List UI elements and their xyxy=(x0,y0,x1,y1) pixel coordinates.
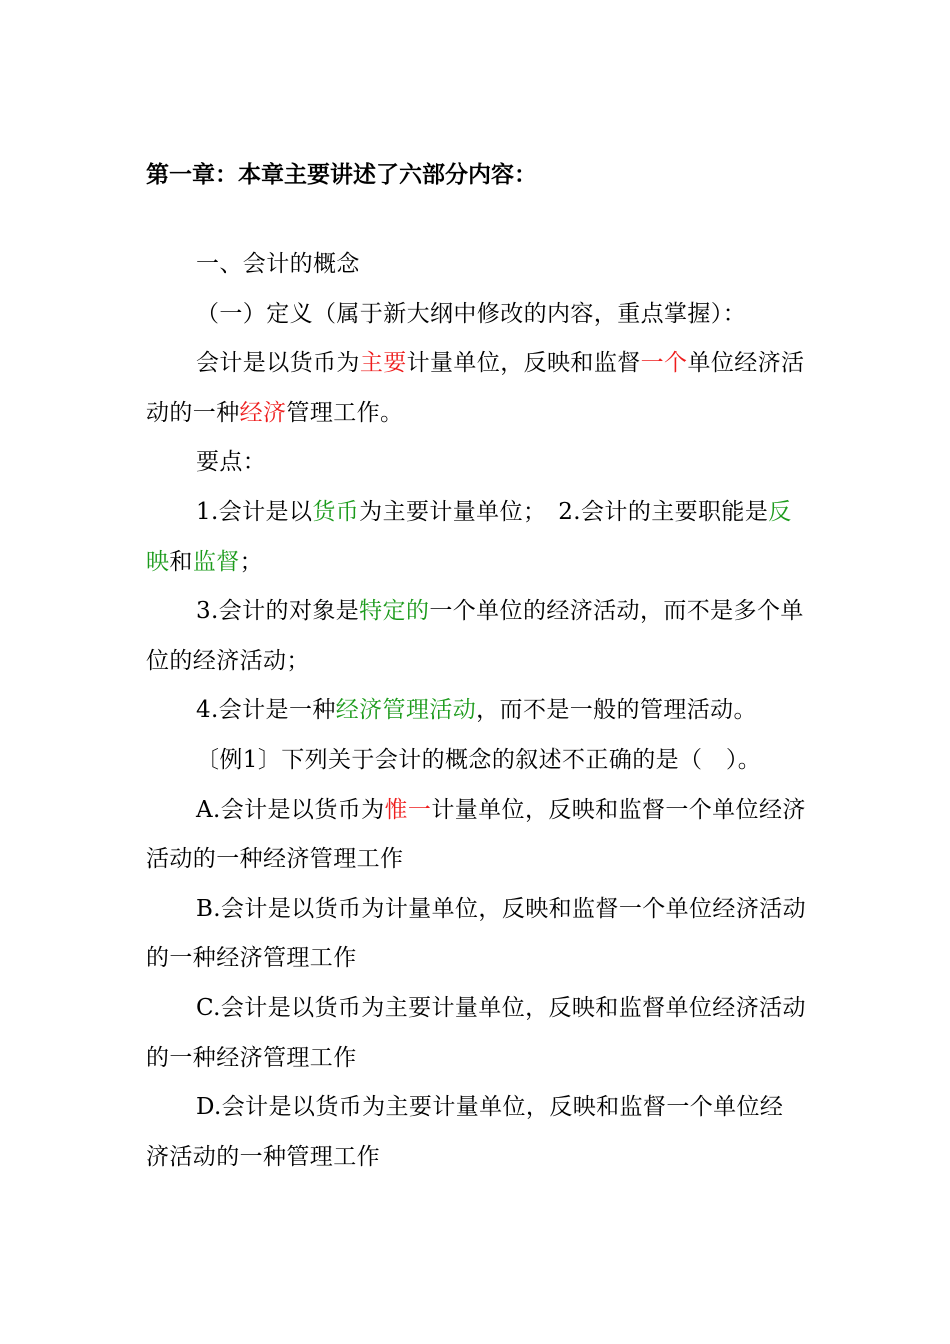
point-text: 和 xyxy=(169,548,193,575)
point-4 xyxy=(146,686,806,736)
example-question: 〔例1〕下列关于会计的概念的叙述不正确的是（ ）。 xyxy=(196,746,762,773)
highlight-green: 货币 xyxy=(312,498,360,525)
point-text: 4.会计是一种 xyxy=(196,697,336,724)
point-text: ； xyxy=(239,548,264,575)
option-a xyxy=(146,786,806,885)
subsection-heading: （一）定义（属于新大纲中修改的内容，重点掌握）： xyxy=(196,300,747,327)
point-1-2 xyxy=(146,488,806,587)
chapter-title: 第一章：本章主要讲述了六部分内容： xyxy=(146,161,537,188)
definition-text: 计量单位，反映和监督 xyxy=(406,350,641,377)
point-text: 一个单位的经济活动，而不是多个单位的经济活动； xyxy=(146,598,804,674)
highlight-red: 惟一 xyxy=(384,796,432,823)
highlight-red: 主要 xyxy=(359,350,407,377)
option-c: C.会计是以货币为主要计量单位，反映和监督单位经济活动的一种经济管理工作 xyxy=(146,994,806,1071)
definition-text: 单位经济活动的一种 xyxy=(146,350,805,426)
option-text: A.会计是以货币为 xyxy=(196,796,385,823)
point-3 xyxy=(146,587,806,686)
definition-text: 会计是以货币为 xyxy=(196,350,360,377)
highlight-green: 特定的 xyxy=(359,598,430,625)
section-heading: 一、会计的概念 xyxy=(196,251,360,277)
definition-text: 管理工作。 xyxy=(286,399,404,426)
point-text: 为主要计量单位； 2.会计的主要职能是 xyxy=(359,498,769,525)
point-text: 1.会计是以 xyxy=(196,498,313,525)
highlight-green: 反映 xyxy=(146,498,792,575)
points-label: 要点： xyxy=(196,449,267,476)
highlight-green: 监督 xyxy=(192,548,240,575)
option-d: D.会计是以货币为主要计量单位，反映和监督一个单位经济活动的一种管理工作 xyxy=(146,1094,784,1170)
point-text: ，而不是一般的管理活动。 xyxy=(476,697,757,724)
highlight-green: 经济管理活动 xyxy=(335,697,477,724)
option-b: B.会计是以货币为计量单位，反映和监督一个单位经济活动的一种经济管理工作 xyxy=(146,895,807,972)
highlight-red: 经济 xyxy=(239,399,287,426)
highlight-red: 一个 xyxy=(640,350,688,377)
definition-paragraph xyxy=(146,339,806,438)
point-text: 3.会计的对象是 xyxy=(196,598,360,625)
option-text: 计量单位，反映和监督一个单位经济活动的一种经济管理工作 xyxy=(146,796,806,873)
document-body xyxy=(146,240,806,1182)
